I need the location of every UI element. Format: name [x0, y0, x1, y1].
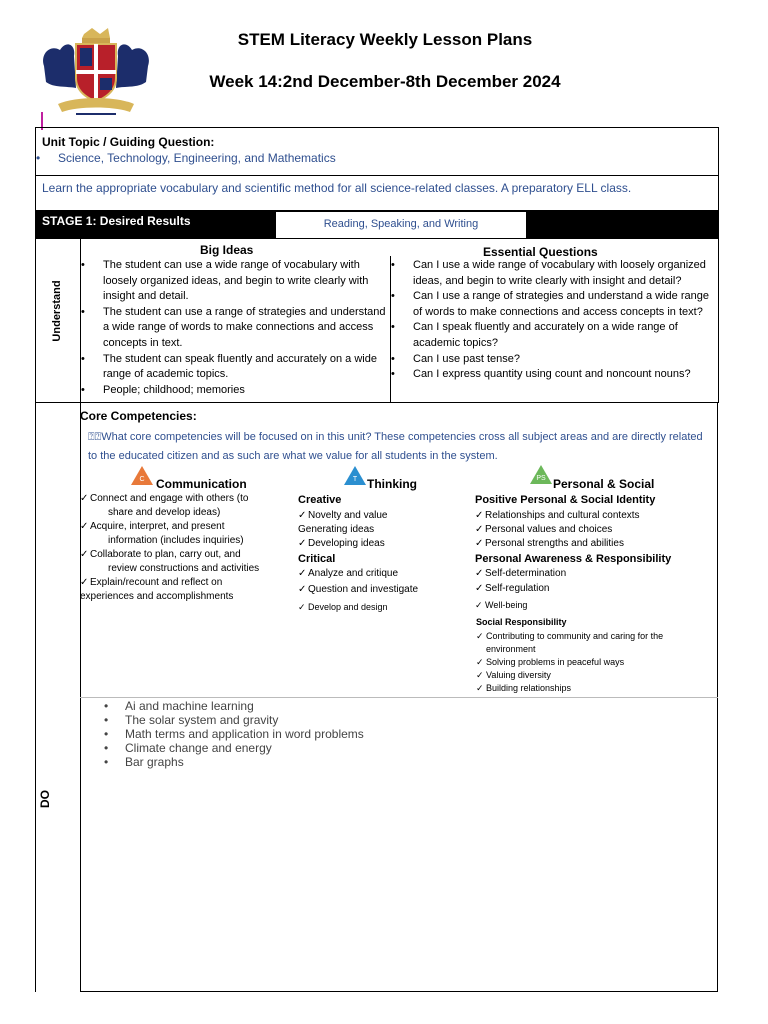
list-item: ✓ Relationships and cultural contexts: [475, 509, 715, 523]
list-item: ✓ Solving problems in peaceful ways: [476, 656, 716, 669]
core-competencies-heading: Core Competencies:: [80, 409, 197, 423]
core-competencies-question: ⍰⍰What core competencies will be focused on in this unit? These competencies cross all subject areas and are directly related to the educated citizen and as such are what we value for all students in the system.: [88, 431, 703, 462]
list-item: ✓ Analyze and critique: [298, 567, 468, 581]
unit-topic-label: Unit Topic / Guiding Question:: [42, 135, 215, 149]
list-item: ✓ Personal strengths and abilities: [475, 537, 715, 551]
list-item: • The student can speak fluently and accurately on a wide range of academic topics.: [81, 352, 387, 383]
do-label: DO: [38, 790, 52, 808]
do-section-top-border: [35, 402, 718, 403]
list-item: ✓ Explain/recount and reflect on experiences and accomplishments: [80, 576, 295, 604]
list-item: • Can I use a wide range of vocabulary with loosely organized ideas, and begin to write clearly with insight and detail?: [391, 258, 717, 289]
communication-list: [80, 492, 295, 604]
list-item: ✓ Well-being: [475, 598, 715, 612]
big-ideas-list: [81, 258, 387, 398]
unit-topic-text: Science, Technology, Engineering, and Mathematics: [58, 151, 336, 165]
stage-label: STAGE 1: Desired Results: [42, 214, 191, 228]
stage-tab-label: Reading, Speaking, and Writing: [323, 218, 479, 230]
communication-icon-letter: C: [139, 476, 145, 483]
list-item: ✓ Personal values and choices: [475, 523, 715, 537]
personal-social-title: Personal & Social: [553, 477, 655, 491]
social-responsibility-heading: Social Responsibility: [476, 617, 567, 627]
thinking-icon-letter: T: [352, 476, 358, 483]
critical-list: [298, 567, 468, 614]
list-item: • The student can use a range of strategies and understand a wide range of words to make connections and access concepts in text.: [81, 305, 387, 352]
list-item: • Can I express quantity using count and noncount nouns?: [391, 367, 717, 383]
list-item: • People; childhood; memories: [81, 383, 387, 399]
list-item: • Climate change and energy: [104, 741, 364, 755]
big-ideas-heading: Big Ideas: [200, 243, 254, 257]
learning-goal-text: Learn the appropriate vocabulary and scientific method for all science-related classes. A preparatory ELL class.: [42, 181, 632, 195]
list-item: • Bar graphs: [104, 755, 364, 769]
list-item: ✓ Question and investigate: [298, 583, 468, 597]
list-item: • The student can use a wide range of vocabulary with loosely organized ideas, and begin to write clearly with insight and detail.: [81, 258, 387, 305]
do-section-left-border: [35, 402, 36, 992]
core-competencies-separator: [80, 697, 718, 698]
do-section-bottom-border: [80, 991, 718, 992]
list-item: ✓ Develop and design: [298, 600, 468, 614]
communication-title: Communication: [156, 477, 247, 491]
list-item: • The solar system and gravity: [104, 713, 364, 727]
list-item: Generating ideas: [298, 524, 375, 535]
list-item: ✓ Connect and engage with others (to share and develop ideas): [80, 492, 295, 520]
list-item: ✓ Valuing diversity: [476, 669, 716, 682]
personal-social-icon-letter: PS: [536, 475, 546, 482]
list-item: • Can I speak fluently and accurately on a wide range of academic topics?: [391, 320, 717, 351]
positive-identity-heading: Positive Personal & Social Identity: [475, 494, 656, 506]
do-topics-list: [104, 699, 364, 769]
creative-heading: Creative: [298, 494, 342, 506]
creative-list: [298, 509, 468, 551]
list-item: ✓ Acquire, interpret, and present information (includes inquiries): [80, 520, 295, 548]
positive-identity-list: [475, 509, 715, 551]
list-item: ✓ Self-regulation: [475, 582, 715, 596]
list-item: ✓ Developing ideas: [298, 537, 468, 551]
essential-questions-heading: Essential Questions: [483, 245, 598, 259]
thinking-title: Thinking: [367, 477, 417, 491]
list-item: ✓ Novelty and value: [298, 509, 468, 523]
social-responsibility-list: [476, 630, 716, 695]
understand-label: Understand: [51, 280, 63, 342]
critical-heading: Critical: [298, 553, 336, 565]
list-item: ✓ Self-determination: [475, 567, 715, 581]
personal-awareness-heading: Personal Awareness & Responsibility: [475, 553, 672, 565]
page-title: STEM Literacy Weekly Lesson Plans: [237, 30, 533, 49]
bullet: •: [36, 151, 41, 165]
list-item: • Can I use a range of strategies and understand a wide range of words to make connections and access concepts in text?: [391, 289, 717, 320]
list-item: ✓ Contributing to community and caring for the environment: [476, 630, 716, 656]
list-item: • Ai and machine learning: [104, 699, 364, 713]
personal-awareness-list: [475, 567, 715, 612]
essential-questions-list: [391, 258, 717, 383]
list-item: • Can I use past tense?: [391, 352, 717, 368]
list-item: ✓ Collaborate to plan, carry out, and review constructions and activities: [80, 548, 295, 576]
school-crest-logo: [36, 26, 156, 118]
list-item: ✓ Building relationships: [476, 682, 716, 695]
week-range: Week 14:2nd December-8th December 2024: [209, 72, 561, 91]
list-item: • Math terms and application in word problems: [104, 727, 364, 741]
